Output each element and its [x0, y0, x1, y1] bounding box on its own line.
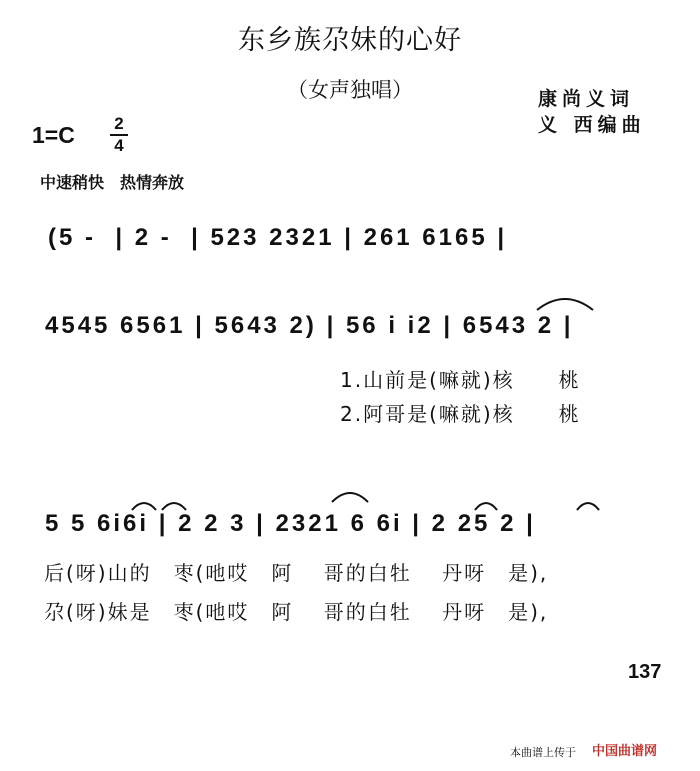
lyric-verse1-line1: 1.山前是(嘛就)核 桃 — [340, 368, 581, 392]
song-title: 东乡族尕妹的心好 — [238, 25, 462, 56]
time-signature-bottom: 4 — [114, 136, 124, 155]
score-line-1 — [0, 216, 700, 276]
footer-upload-text: 本曲谱上传于 — [510, 746, 576, 759]
slur-mark — [535, 294, 595, 312]
performance-note: （女声独唱） — [287, 78, 413, 102]
tempo-marking: 中速稍快 热情奔放 — [40, 173, 185, 192]
lyric-verse2-line1: 2.阿哥是(嘛就)核 桃 — [340, 402, 581, 426]
score-line-3 — [0, 496, 700, 556]
slur-mark — [575, 496, 601, 512]
site-logo: 中国曲谱网 — [592, 744, 658, 759]
composer-credit: 义 西编曲 — [538, 114, 646, 136]
lyricist-credit: 康尚义词 — [538, 88, 635, 110]
lyric-verse1-line2: 后(呀)山的 枣(吔哎 阿 哥的白牡 丹呀 是), — [44, 561, 549, 585]
notes-line-2: 4545 6561 | 5643 2) | 56 i i2 | 6543 2 | — [45, 312, 574, 339]
score-line-2 — [0, 300, 700, 360]
slur-mark — [473, 496, 499, 512]
lyric-verse2-line2: 尕(呀)妹是 枣(吔哎 阿 哥的白牡 丹呀 是), — [44, 600, 549, 624]
time-signature-top: 2 — [114, 114, 124, 133]
key-signature: 1=C — [32, 122, 75, 148]
time-signature — [108, 115, 130, 155]
slur-mark — [130, 496, 190, 512]
page-number: 137 — [628, 661, 662, 683]
notes-line-3: 5 5 6i6i | 2 2 3 | 2321 6 6i | 2 25 2 | — [45, 510, 536, 537]
notes-line-1: (5 - | 2 - | 523 2321 | 261 6165 | — [48, 224, 508, 251]
slur-mark — [330, 488, 370, 504]
